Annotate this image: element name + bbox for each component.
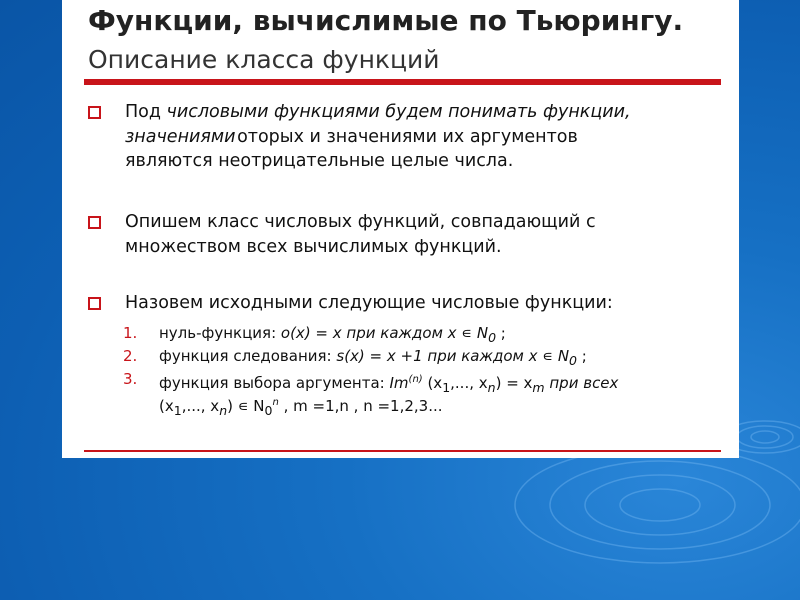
slide-panel: Функции, вычислимые по Тьюрингу. Описание класса функций Под числовыми функциями будем понимать функции, значениями оторых и значениями их аргументов являются неотрицательные целые числа. Опишем класс числовых функций, совпадающий с множеством всех вычислимых функций. Назовем исходными следующие числовые функции: 1. нуль-функция: o(x) = x при каждом x ∊ $N_0$ ; 2. функция следования: s(x) = x +1 при каждом x ∊ $N_0$ ; 3. функция выбора аргумента: Im$^{(n)}$ ($x_1$,..., $x_n) = x_m$ при всех ($x_1$,..., $x_n$) ∊ $N_0^n$ , m =1,n , n =1,2,3... [62, 0, 739, 458]
title-underline [84, 79, 721, 85]
bullet-3-text: Назовем исходными следующие числовые функции: [125, 293, 613, 313]
bullet-2-text: Опишем класс числовых функций, совпадающий с множеством всех вычислимых функций. [125, 212, 596, 257]
bullet-1-text: Под числовыми функциями будем понимать функции, значениями оторых и значениями их аргументов являются неотрицательные целые числа. [125, 102, 631, 171]
values-word: значениями [125, 126, 236, 147]
title-normal: Описание класса функций [88, 45, 440, 74]
square-bullet-icon [88, 106, 101, 119]
footer-rule [84, 450, 721, 452]
slide-title [88, 2, 728, 79]
title-bold: Функции, вычислимые по Тьюрингу. [88, 4, 684, 37]
square-bullet-icon [88, 216, 101, 229]
square-bullet-icon [88, 297, 101, 310]
